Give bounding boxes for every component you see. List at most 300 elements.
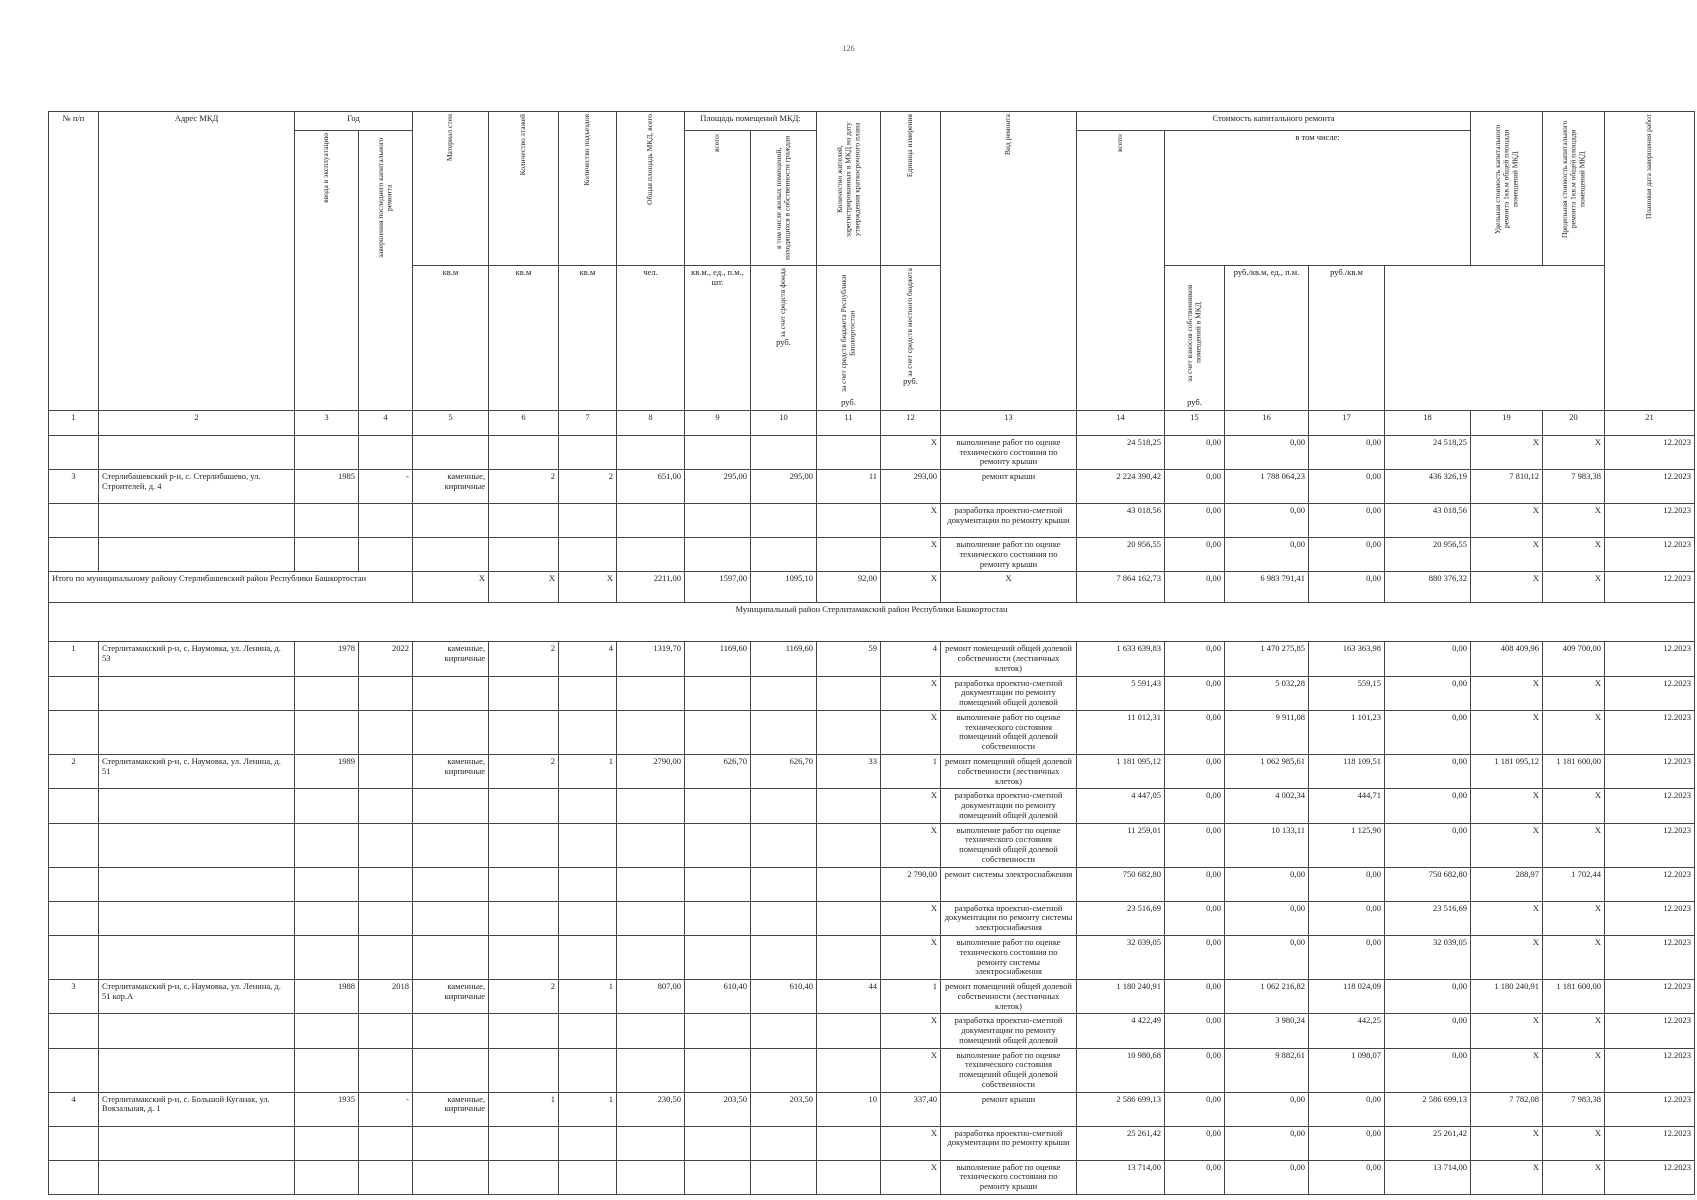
cost-fund: 0,00 — [1165, 1048, 1225, 1092]
cost-total: 2 586 699,13 — [1077, 1092, 1165, 1126]
year-repair — [359, 823, 413, 867]
cost-total: 5 591,43 — [1077, 676, 1165, 710]
wall-material — [413, 789, 489, 823]
page-number: 126 — [842, 44, 855, 53]
limit-cost: X — [1543, 901, 1605, 935]
address — [99, 538, 295, 572]
total-cell: X — [1471, 572, 1543, 603]
cost-local: 1 098,07 — [1309, 1048, 1385, 1092]
wall-material: каменные, кирпичные — [413, 755, 489, 789]
unit: X — [881, 1048, 941, 1092]
column-number: 14 — [1077, 410, 1165, 435]
cost-local: 0,00 — [1309, 935, 1385, 979]
entrances — [559, 1160, 617, 1194]
cost-total: 43 018,56 — [1077, 504, 1165, 538]
completion-date: 12.2023 — [1605, 1160, 1695, 1194]
area-all — [685, 676, 751, 710]
header-unit-cost: Удельная стоимость капитального ремонта 1кв.м общей площади помещений МКД — [1471, 112, 1543, 266]
cost-republic: 5 032,28 — [1225, 676, 1309, 710]
header-entrances: Количество подъездов — [559, 112, 617, 266]
address — [99, 504, 295, 538]
residents: 33 — [817, 755, 881, 789]
table-row — [49, 935, 1695, 979]
cost-local: 0,00 — [1309, 538, 1385, 572]
year-built — [295, 504, 359, 538]
total-area — [617, 504, 685, 538]
table-row — [49, 1092, 1695, 1126]
residents — [817, 710, 881, 754]
table-row — [49, 435, 1695, 469]
entrances — [559, 867, 617, 901]
completion-date: 12.2023 — [1605, 1126, 1695, 1160]
entrances — [559, 789, 617, 823]
header-fund: за счет средств фонда руб. — [751, 266, 817, 411]
entrances — [559, 823, 617, 867]
total-cell: 92,00 — [817, 572, 881, 603]
entrances — [559, 676, 617, 710]
total-area — [617, 1160, 685, 1194]
year-repair — [359, 504, 413, 538]
cost-total: 10 980,68 — [1077, 1048, 1165, 1092]
limit-cost: 7 983,38 — [1543, 1092, 1605, 1126]
cost-fund: 0,00 — [1165, 901, 1225, 935]
cost-republic: 0,00 — [1225, 867, 1309, 901]
address — [99, 1048, 295, 1092]
work-type: ремонт крыши — [941, 1092, 1077, 1126]
work-type: разработка проектно-сметной документации по ремонту системы электроснабжения — [941, 901, 1077, 935]
header-cost-total: всего: — [1077, 131, 1165, 411]
cost-total: 24 518,25 — [1077, 435, 1165, 469]
wall-material: каменные, кирпичные — [413, 1092, 489, 1126]
area-residential — [751, 1126, 817, 1160]
residents — [817, 867, 881, 901]
cost-local: 0,00 — [1309, 470, 1385, 504]
cost-republic: 0,00 — [1225, 935, 1309, 979]
limit-cost: X — [1543, 504, 1605, 538]
unit-cost: 7 782,08 — [1471, 1092, 1543, 1126]
unit: X — [881, 1160, 941, 1194]
table-row — [49, 1048, 1695, 1092]
total-row — [49, 572, 1695, 603]
cost-local: 0,00 — [1309, 867, 1385, 901]
header-unit-kvm: кв.м — [559, 266, 617, 411]
wall-material — [413, 710, 489, 754]
entrances: 2 — [559, 470, 617, 504]
floors: 2 — [489, 470, 559, 504]
total-cell: X — [413, 572, 489, 603]
wall-material — [413, 823, 489, 867]
cost-total: 11 012,31 — [1077, 710, 1165, 754]
work-type: ремонт помещений общей долевой собственности (лестничных клеток) — [941, 642, 1077, 676]
area-residential — [751, 710, 817, 754]
total-area — [617, 1126, 685, 1160]
work-type: выполнение работ по оценке технического состояния по ремонту крыши — [941, 435, 1077, 469]
limit-cost: 1 702,44 — [1543, 867, 1605, 901]
row-number: 2 — [49, 755, 99, 789]
wall-material: каменные, кирпичные — [413, 642, 489, 676]
cost-republic: 0,00 — [1225, 1092, 1309, 1126]
year-repair — [359, 755, 413, 789]
completion-date: 12.2023 — [1605, 470, 1695, 504]
cost-owners: 0,00 — [1385, 789, 1471, 823]
header-unit-kvm: кв.м — [413, 266, 489, 411]
completion-date: 12.2023 — [1605, 980, 1695, 1014]
entrances: 1 — [559, 755, 617, 789]
work-type: выполнение работ по оценке технического состояния помещений общей долевой собственности — [941, 823, 1077, 867]
limit-cost: X — [1543, 676, 1605, 710]
wall-material — [413, 504, 489, 538]
address — [99, 1014, 295, 1048]
area-all: 1169,60 — [685, 642, 751, 676]
column-number: 8 — [617, 410, 685, 435]
wall-material — [413, 435, 489, 469]
year-repair — [359, 1048, 413, 1092]
cost-total: 1 181 095,12 — [1077, 755, 1165, 789]
row-number — [49, 1126, 99, 1160]
limit-cost: X — [1543, 1160, 1605, 1194]
address — [99, 676, 295, 710]
unit-cost: 1 180 240,91 — [1471, 980, 1543, 1014]
year-repair: 2022 — [359, 642, 413, 676]
residents — [817, 1160, 881, 1194]
cost-local: 0,00 — [1309, 1092, 1385, 1126]
completion-date: 12.2023 — [1605, 935, 1695, 979]
year-built: 1985 — [295, 470, 359, 504]
total-cell: 880 376,32 — [1385, 572, 1471, 603]
work-type: выполнение работ по оценке технического состояния помещений общей долевой собственности — [941, 1048, 1077, 1092]
area-all: 626,70 — [685, 755, 751, 789]
floors — [489, 1126, 559, 1160]
header-unit-measure: кв.м., ед., п.м., шт. — [685, 266, 751, 411]
column-number: 3 — [295, 410, 359, 435]
cost-fund: 0,00 — [1165, 504, 1225, 538]
cost-local: 0,00 — [1309, 1160, 1385, 1194]
row-number — [49, 823, 99, 867]
cost-fund: 0,00 — [1165, 1126, 1225, 1160]
cost-fund: 0,00 — [1165, 1160, 1225, 1194]
header-floors: Количество этажей — [489, 112, 559, 266]
cost-fund: 0,00 — [1165, 710, 1225, 754]
total-cell: X — [881, 572, 941, 603]
area-residential — [751, 435, 817, 469]
entrances — [559, 504, 617, 538]
header-unit-rub-per: руб./кв.м, ед., п.м. — [1225, 266, 1309, 411]
row-number — [49, 789, 99, 823]
unit: 293,00 — [881, 470, 941, 504]
column-number: 18 — [1385, 410, 1471, 435]
area-residential: 626,70 — [751, 755, 817, 789]
floors: 2 — [489, 755, 559, 789]
table-row — [49, 470, 1695, 504]
header-owners: за счет взносов собственников помещений в МКД руб. — [1165, 266, 1225, 411]
area-all — [685, 789, 751, 823]
table-row — [49, 710, 1695, 754]
cost-fund: 0,00 — [1165, 789, 1225, 823]
cost-local: 1 101,23 — [1309, 710, 1385, 754]
work-type: ремонт помещений общей долевой собственности (лестничных клеток) — [941, 755, 1077, 789]
total-cell: X — [941, 572, 1077, 603]
header-row-1 — [49, 112, 1695, 131]
area-residential: 203,50 — [751, 1092, 817, 1126]
total-cell: 0,00 — [1165, 572, 1225, 603]
work-type: ремонт крыши — [941, 470, 1077, 504]
year-built — [295, 935, 359, 979]
total-area — [617, 867, 685, 901]
cost-owners: 0,00 — [1385, 755, 1471, 789]
unit: X — [881, 823, 941, 867]
cost-fund: 0,00 — [1165, 470, 1225, 504]
work-type: разработка проектно-сметной документации по ремонту помещений общей долевой — [941, 676, 1077, 710]
area-residential — [751, 901, 817, 935]
total-cell: X — [1543, 572, 1605, 603]
column-number: 13 — [941, 410, 1077, 435]
work-type: разработка проектно-сметной документации по ремонту крыши — [941, 1126, 1077, 1160]
year-built — [295, 435, 359, 469]
total-area — [617, 935, 685, 979]
column-number: 10 — [751, 410, 817, 435]
unit: 4 — [881, 642, 941, 676]
wall-material — [413, 935, 489, 979]
residents — [817, 901, 881, 935]
header-incl: в том числе: — [1165, 131, 1471, 266]
entrances — [559, 1048, 617, 1092]
unit-cost: X — [1471, 1048, 1543, 1092]
limit-cost: X — [1543, 935, 1605, 979]
row-number — [49, 1014, 99, 1048]
cost-fund: 0,00 — [1165, 755, 1225, 789]
total-cell: 1597,00 — [685, 572, 751, 603]
floors — [489, 867, 559, 901]
unit: X — [881, 538, 941, 572]
cost-fund: 0,00 — [1165, 980, 1225, 1014]
address — [99, 867, 295, 901]
cost-republic: 1 788 064,23 — [1225, 470, 1309, 504]
total-area — [617, 1014, 685, 1048]
unit: 1 — [881, 755, 941, 789]
floors: 2 — [489, 642, 559, 676]
row-number — [49, 867, 99, 901]
year-repair — [359, 710, 413, 754]
column-number: 2 — [99, 410, 295, 435]
cost-owners: 750 682,80 — [1385, 867, 1471, 901]
residents: 10 — [817, 1092, 881, 1126]
column-number: 11 — [817, 410, 881, 435]
year-built — [295, 538, 359, 572]
unit-cost: X — [1471, 1160, 1543, 1194]
column-number: 15 — [1165, 410, 1225, 435]
header-unit-kvm: кв.м — [489, 266, 559, 411]
year-repair — [359, 935, 413, 979]
year-built — [295, 1126, 359, 1160]
completion-date: 12.2023 — [1605, 1092, 1695, 1126]
cost-fund: 0,00 — [1165, 1014, 1225, 1048]
cost-owners: 13 714,00 — [1385, 1160, 1471, 1194]
entrances — [559, 710, 617, 754]
cost-local: 118 024,09 — [1309, 980, 1385, 1014]
area-all — [685, 710, 751, 754]
year-built: 1989 — [295, 755, 359, 789]
header-local: за счет средств местного бюджета руб. — [881, 266, 941, 411]
unit-cost: 408 409,96 — [1471, 642, 1543, 676]
area-residential — [751, 538, 817, 572]
unit-cost: X — [1471, 935, 1543, 979]
unit: X — [881, 1126, 941, 1160]
residents — [817, 676, 881, 710]
year-repair — [359, 867, 413, 901]
cost-owners: 24 518,25 — [1385, 435, 1471, 469]
floors: 1 — [489, 1092, 559, 1126]
cost-republic: 1 062 985,61 — [1225, 755, 1309, 789]
year-repair — [359, 789, 413, 823]
address — [99, 1160, 295, 1194]
address — [99, 710, 295, 754]
table-row — [49, 538, 1695, 572]
unit: X — [881, 1014, 941, 1048]
wall-material: каменные, кирпичные — [413, 470, 489, 504]
year-built: 1978 — [295, 642, 359, 676]
area-all — [685, 1014, 751, 1048]
column-number: 7 — [559, 410, 617, 435]
total-area — [617, 1048, 685, 1092]
area-all — [685, 823, 751, 867]
year-repair — [359, 1160, 413, 1194]
area-all: 203,50 — [685, 1092, 751, 1126]
cost-fund: 0,00 — [1165, 867, 1225, 901]
row-number: 4 — [49, 1092, 99, 1126]
unit: 337,40 — [881, 1092, 941, 1126]
limit-cost: X — [1543, 538, 1605, 572]
unit-cost: 288,97 — [1471, 867, 1543, 901]
area-residential — [751, 867, 817, 901]
limit-cost: 1 181 600,00 — [1543, 755, 1605, 789]
completion-date: 12.2023 — [1605, 755, 1695, 789]
address — [99, 901, 295, 935]
cost-republic: 1 470 275,85 — [1225, 642, 1309, 676]
cost-total: 13 714,00 — [1077, 1160, 1165, 1194]
floors — [489, 504, 559, 538]
row-number: 1 — [49, 642, 99, 676]
table-row — [49, 980, 1695, 1014]
table-row — [49, 1126, 1695, 1160]
column-number: 1 — [49, 410, 99, 435]
area-residential — [751, 676, 817, 710]
cost-owners: 20 956,55 — [1385, 538, 1471, 572]
cost-local: 0,00 — [1309, 1126, 1385, 1160]
work-type: разработка проектно-сметной документации по ремонту крыши — [941, 504, 1077, 538]
cost-total: 1 633 639,83 — [1077, 642, 1165, 676]
cost-local: 0,00 — [1309, 504, 1385, 538]
work-type: выполнение работ по оценке технического состояния помещений общей долевой собственности — [941, 710, 1077, 754]
column-number: 5 — [413, 410, 489, 435]
limit-cost: X — [1543, 710, 1605, 754]
area-residential — [751, 1014, 817, 1048]
address — [99, 935, 295, 979]
total-area — [617, 789, 685, 823]
table-row — [49, 755, 1695, 789]
column-number: 20 — [1543, 410, 1605, 435]
section-title: Муниципальный район Стерлитамакский район Республики Башкортостан — [49, 603, 1695, 642]
cost-total: 4 422,49 — [1077, 1014, 1165, 1048]
limit-cost: 7 983,38 — [1543, 470, 1605, 504]
address: Стерлитамакский р-н, с. Наумовка, ул. Ленина, д. 51 кор.А — [99, 980, 295, 1014]
total-area — [617, 823, 685, 867]
limit-cost: X — [1543, 1048, 1605, 1092]
cost-total: 25 261,42 — [1077, 1126, 1165, 1160]
year-built — [295, 710, 359, 754]
area-residential — [751, 789, 817, 823]
area-residential: 1169,60 — [751, 642, 817, 676]
wall-material — [413, 676, 489, 710]
total-label: Итого по муниципальному району Стерлибашевский район Республики Башкортостан — [49, 572, 413, 603]
address — [99, 789, 295, 823]
entrances: 1 — [559, 1092, 617, 1126]
row-number — [49, 901, 99, 935]
column-number: 9 — [685, 410, 751, 435]
header-cost-group: Стоимость капитального ремонта — [1077, 112, 1471, 131]
completion-date: 12.2023 — [1605, 901, 1695, 935]
area-residential — [751, 823, 817, 867]
residents — [817, 1014, 881, 1048]
unit: 2 790,00 — [881, 867, 941, 901]
row-number — [49, 710, 99, 754]
residents — [817, 538, 881, 572]
table-row — [49, 901, 1695, 935]
table-row — [49, 1160, 1695, 1194]
area-residential — [751, 1048, 817, 1092]
entrances — [559, 935, 617, 979]
area-all — [685, 538, 751, 572]
wall-material — [413, 901, 489, 935]
completion-date: 12.2023 — [1605, 676, 1695, 710]
cost-local: 118 109,51 — [1309, 755, 1385, 789]
entrances: 4 — [559, 642, 617, 676]
column-number: 21 — [1605, 410, 1695, 435]
cost-owners: 43 018,56 — [1385, 504, 1471, 538]
completion-date: 12.2023 — [1605, 789, 1695, 823]
row-number — [49, 676, 99, 710]
completion-date: 12.2023 — [1605, 710, 1695, 754]
cost-owners: 0,00 — [1385, 642, 1471, 676]
cost-owners: 32 039,05 — [1385, 935, 1471, 979]
floors — [489, 789, 559, 823]
section-title-row — [49, 603, 1695, 642]
area-all — [685, 1126, 751, 1160]
column-number: 17 — [1309, 410, 1385, 435]
header-area-all: всего: — [685, 131, 751, 266]
cost-republic: 9 911,08 — [1225, 710, 1309, 754]
cost-republic: 10 133,11 — [1225, 823, 1309, 867]
header-area-group: Площадь помещений МКД: — [685, 112, 817, 131]
total-cell: X — [559, 572, 617, 603]
year-repair: - — [359, 470, 413, 504]
address — [99, 823, 295, 867]
table-row — [49, 867, 1695, 901]
limit-cost: 409 700,00 — [1543, 642, 1605, 676]
wall-material: каменные, кирпичные — [413, 980, 489, 1014]
total-cell: 7 864 162,73 — [1077, 572, 1165, 603]
cost-owners: 0,00 — [1385, 676, 1471, 710]
unit-cost: 7 810,12 — [1471, 470, 1543, 504]
year-repair — [359, 1126, 413, 1160]
work-type: выполнение работ по оценке технического состояния по ремонту системы электроснабжения — [941, 935, 1077, 979]
residents — [817, 435, 881, 469]
year-built — [295, 1048, 359, 1092]
cost-fund: 0,00 — [1165, 823, 1225, 867]
floors — [489, 1014, 559, 1048]
residents: 59 — [817, 642, 881, 676]
cost-local: 559,15 — [1309, 676, 1385, 710]
unit-cost: X — [1471, 1014, 1543, 1048]
